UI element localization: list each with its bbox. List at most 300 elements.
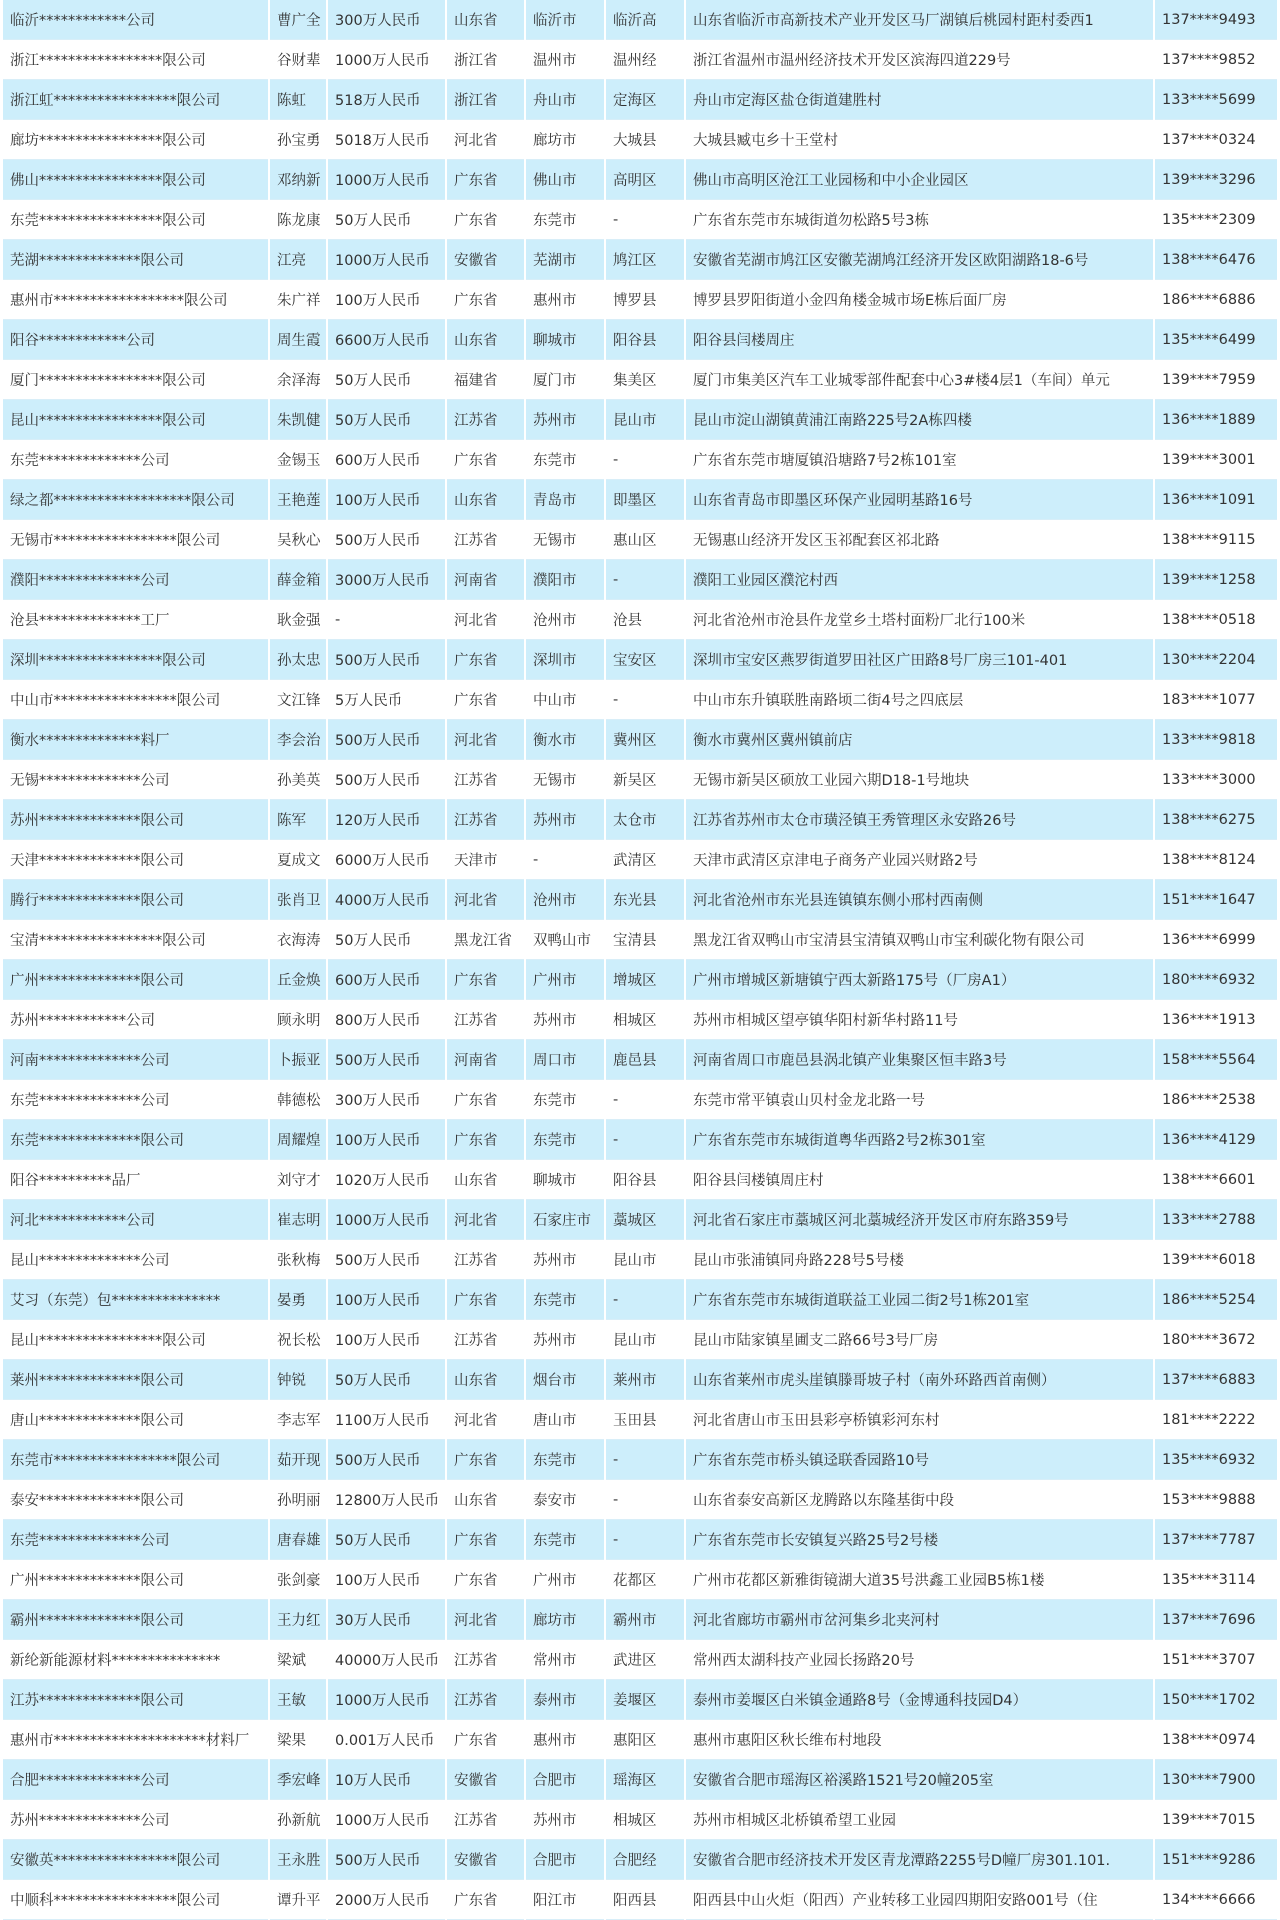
province-cell: 广东省 (446, 440, 525, 480)
legal-person-cell: 崔志明 (269, 1200, 327, 1240)
address-cell: 河北省廊坊市霸州市岔河集乡北夹河村 (685, 1600, 1154, 1640)
city-cell: 聊城市 (525, 320, 605, 360)
city-cell: 苏州市 (525, 400, 605, 440)
city-cell: 东莞市 (525, 1280, 605, 1320)
city-cell: 无锡市 (525, 520, 605, 560)
province-cell: 河南省 (446, 1040, 525, 1080)
phone-cell: 151****3707 (1154, 1640, 1277, 1680)
city-cell: 濮阳市 (525, 560, 605, 600)
province-cell: 河北省 (446, 1400, 525, 1440)
company-name-cell: 河北************公司 (3, 1200, 269, 1240)
province-cell: 广东省 (446, 200, 525, 240)
city-cell: 苏州市 (525, 1000, 605, 1040)
registered-capital-cell: 1000万人民币 (327, 160, 446, 200)
phone-cell: 137****9852 (1154, 40, 1277, 80)
address-cell: 江苏省苏州市太仓市璜泾镇王秀管理区永安路26号 (685, 800, 1154, 840)
district-cell: 博罗县 (605, 280, 685, 320)
table-row (3, 80, 1277, 120)
table-row (3, 560, 1277, 600)
table-row (3, 1720, 1277, 1760)
province-cell: 河北省 (446, 880, 525, 920)
legal-person-cell: 祝长松 (269, 1320, 327, 1360)
province-cell: 江苏省 (446, 1000, 525, 1040)
legal-person-cell: 丘金焕 (269, 960, 327, 1000)
district-cell: 高明区 (605, 160, 685, 200)
table-row (3, 1080, 1277, 1120)
district-cell: - (605, 1280, 685, 1320)
phone-cell: 139****1258 (1154, 560, 1277, 600)
address-cell: 河北省石家庄市藁城区河北藁城经济开发区市府东路359号 (685, 1200, 1154, 1240)
district-cell: 昆山市 (605, 1320, 685, 1360)
phone-cell: 151****9286 (1154, 1840, 1277, 1880)
registered-capital-cell: 50万人民币 (327, 200, 446, 240)
province-cell: 山东省 (446, 1160, 525, 1200)
city-cell: 东莞市 (525, 440, 605, 480)
legal-person-cell: 梁果 (269, 1720, 327, 1760)
city-cell: 周口市 (525, 1040, 605, 1080)
registered-capital-cell: 1000万人民币 (327, 1800, 446, 1840)
city-cell: 廊坊市 (525, 1600, 605, 1640)
address-cell: 阳西县中山火炬（阳西）产业转移工业园四期阳安路001号（住 (685, 1880, 1154, 1920)
province-cell: 江苏省 (446, 1640, 525, 1680)
table-row (3, 1440, 1277, 1480)
province-cell: 江苏省 (446, 1680, 525, 1720)
address-cell: 浙江省温州市温州经济技术开发区滨海四道229号 (685, 40, 1154, 80)
phone-cell: 181****2222 (1154, 1400, 1277, 1440)
city-cell: 东莞市 (525, 1440, 605, 1480)
phone-cell: 139****7959 (1154, 360, 1277, 400)
city-cell: 烟台市 (525, 1360, 605, 1400)
province-cell: 河北省 (446, 1200, 525, 1240)
company-name-cell: 唐山**************限公司 (3, 1400, 269, 1440)
district-cell: 鸠江区 (605, 240, 685, 280)
address-cell: 广州市花都区新雅街镜湖大道35号洪鑫工业园B5栋1楼 (685, 1560, 1154, 1600)
district-cell: 阳谷县 (605, 320, 685, 360)
company-name-cell: 东莞市*****************限公司 (3, 1440, 269, 1480)
legal-person-cell: 梁斌 (269, 1640, 327, 1680)
province-cell: 江苏省 (446, 520, 525, 560)
address-cell: 河北省唐山市玉田县彩亭桥镇彩河东村 (685, 1400, 1154, 1440)
province-cell: 安徽省 (446, 1760, 525, 1800)
district-cell: 花都区 (605, 1560, 685, 1600)
district-cell: 即墨区 (605, 480, 685, 520)
city-cell: 泰州市 (525, 1680, 605, 1720)
registered-capital-cell: 600万人民币 (327, 440, 446, 480)
province-cell: 广东省 (446, 1560, 525, 1600)
phone-cell: 133****9818 (1154, 720, 1277, 760)
registered-capital-cell: 800万人民币 (327, 1000, 446, 1040)
legal-person-cell: 顾永明 (269, 1000, 327, 1040)
company-name-cell: 宝清*****************限公司 (3, 920, 269, 960)
province-cell: 江苏省 (446, 1320, 525, 1360)
registered-capital-cell: 2000万人民币 (327, 1880, 446, 1920)
province-cell: 江苏省 (446, 760, 525, 800)
province-cell: 福建省 (446, 360, 525, 400)
legal-person-cell: 朱广祥 (269, 280, 327, 320)
table-row (3, 1360, 1277, 1400)
company-name-cell: 昆山*****************限公司 (3, 400, 269, 440)
legal-person-cell: 钟锐 (269, 1360, 327, 1400)
city-cell: 东莞市 (525, 1520, 605, 1560)
company-name-cell: 河南**************公司 (3, 1040, 269, 1080)
company-name-cell: 霸州**************限公司 (3, 1600, 269, 1640)
city-cell: 泰安市 (525, 1480, 605, 1520)
company-name-cell: 合肥**************公司 (3, 1760, 269, 1800)
legal-person-cell: 茹开现 (269, 1440, 327, 1480)
province-cell: 广东省 (446, 1080, 525, 1120)
table-row (3, 1160, 1277, 1200)
phone-cell: 133****2788 (1154, 1200, 1277, 1240)
company-name-cell: 莱州**************限公司 (3, 1360, 269, 1400)
legal-person-cell: 王力红 (269, 1600, 327, 1640)
address-cell: 广东省东莞市东城街道勿松路5号3栋 (685, 200, 1154, 240)
address-cell: 无锡惠山经济开发区玉祁配套区祁北路 (685, 520, 1154, 560)
table-row (3, 1800, 1277, 1840)
city-cell: 聊城市 (525, 1160, 605, 1200)
phone-cell: 139****7015 (1154, 1800, 1277, 1840)
legal-person-cell: 文江锋 (269, 680, 327, 720)
company-name-cell: 惠州市*********************材料厂 (3, 1720, 269, 1760)
address-cell: 昆山市陆家镇星圃支二路66号3号厂房 (685, 1320, 1154, 1360)
table-row (3, 1120, 1277, 1160)
company-name-cell: 惠州市******************限公司 (3, 280, 269, 320)
district-cell: 姜堰区 (605, 1680, 685, 1720)
phone-cell: 136****1913 (1154, 1000, 1277, 1040)
city-cell: 苏州市 (525, 1240, 605, 1280)
address-cell: 苏州市相城区北桥镇希望工业园 (685, 1800, 1154, 1840)
company-name-cell: 廊坊*****************限公司 (3, 120, 269, 160)
city-cell: 衡水市 (525, 720, 605, 760)
district-cell: 阳谷县 (605, 1160, 685, 1200)
phone-cell: 137****6883 (1154, 1360, 1277, 1400)
phone-cell: 186****2538 (1154, 1080, 1277, 1120)
address-cell: 阳谷县闫楼周庄 (685, 320, 1154, 360)
registered-capital-cell: 100万人民币 (327, 1120, 446, 1160)
legal-person-cell: 张剑豪 (269, 1560, 327, 1600)
registered-capital-cell: 50万人民币 (327, 1520, 446, 1560)
district-cell: - (605, 1080, 685, 1120)
province-cell: 山东省 (446, 0, 525, 40)
phone-cell: 138****0518 (1154, 600, 1277, 640)
legal-person-cell: 陈虹 (269, 80, 327, 120)
table-row (3, 240, 1277, 280)
city-cell: 佛山市 (525, 160, 605, 200)
registered-capital-cell: 5万人民币 (327, 680, 446, 720)
registered-capital-cell: 500万人民币 (327, 1440, 446, 1480)
company-name-cell: 东莞*****************限公司 (3, 200, 269, 240)
table-row (3, 280, 1277, 320)
table-row (3, 480, 1277, 520)
address-cell: 河北省沧州市东光县连镇镇东侧小邢村西南侧 (685, 880, 1154, 920)
table-row (3, 960, 1277, 1000)
table-row (3, 320, 1277, 360)
city-cell: 廊坊市 (525, 120, 605, 160)
address-cell: 河北省沧州市沧县仵龙堂乡土塔村面粉厂北行100米 (685, 600, 1154, 640)
city-cell: 惠州市 (525, 280, 605, 320)
company-name-cell: 苏州**************限公司 (3, 800, 269, 840)
legal-person-cell: 孙明丽 (269, 1480, 327, 1520)
address-cell: 山东省青岛市即墨区环保产业园明基路16号 (685, 480, 1154, 520)
legal-person-cell: 朱凯健 (269, 400, 327, 440)
registered-capital-cell: 50万人民币 (327, 400, 446, 440)
table-row (3, 1600, 1277, 1640)
address-cell: 广东省东莞市东城街道粤华西路2号2栋301室 (685, 1120, 1154, 1160)
address-cell: 昆山市淀山湖镇黄浦江南路225号2A栋四楼 (685, 400, 1154, 440)
phone-cell: 139****3296 (1154, 160, 1277, 200)
registered-capital-cell: 100万人民币 (327, 1280, 446, 1320)
address-cell: 天津市武清区京津电子商务产业园兴财路2号 (685, 840, 1154, 880)
legal-person-cell: 韩德松 (269, 1080, 327, 1120)
registered-capital-cell: 1000万人民币 (327, 1200, 446, 1240)
registered-capital-cell: 500万人民币 (327, 1240, 446, 1280)
legal-person-cell: 王艳莲 (269, 480, 327, 520)
phone-cell: 133****3000 (1154, 760, 1277, 800)
phone-cell: 135****6932 (1154, 1440, 1277, 1480)
address-cell: 濮阳工业园区濮沱村西 (685, 560, 1154, 600)
company-name-cell: 昆山**************公司 (3, 1240, 269, 1280)
address-cell: 广东省东莞市长安镇复兴路25号2号楼 (685, 1520, 1154, 1560)
table-row (3, 1240, 1277, 1280)
province-cell: 山东省 (446, 1360, 525, 1400)
address-cell: 广东省东莞市塘厦镇沿塘路7号2栋101室 (685, 440, 1154, 480)
city-cell: 唐山市 (525, 1400, 605, 1440)
address-cell: 苏州市相城区望亭镇华阳村新华村路11号 (685, 1000, 1154, 1040)
phone-cell: 138****6275 (1154, 800, 1277, 840)
table-row (3, 640, 1277, 680)
company-name-cell: 无锡**************公司 (3, 760, 269, 800)
company-name-cell: 绿之都*******************限公司 (3, 480, 269, 520)
legal-person-cell: 谷财辈 (269, 40, 327, 80)
company-name-cell: 深圳*****************限公司 (3, 640, 269, 680)
legal-person-cell: 晏勇 (269, 1280, 327, 1320)
registered-capital-cell: 1000万人民币 (327, 40, 446, 80)
table-row (3, 1320, 1277, 1360)
city-cell: 常州市 (525, 1640, 605, 1680)
table-row (3, 200, 1277, 240)
company-name-cell: 阳谷************公司 (3, 320, 269, 360)
district-cell: 武清区 (605, 840, 685, 880)
city-cell: 苏州市 (525, 1320, 605, 1360)
registered-capital-cell: 1020万人民币 (327, 1160, 446, 1200)
district-cell: - (605, 560, 685, 600)
province-cell: 黑龙江省 (446, 920, 525, 960)
registered-capital-cell: 100万人民币 (327, 1560, 446, 1600)
district-cell: 惠阳区 (605, 1720, 685, 1760)
legal-person-cell: 夏成文 (269, 840, 327, 880)
table-row (3, 1760, 1277, 1800)
province-cell: 广东省 (446, 1440, 525, 1480)
district-cell: - (605, 1480, 685, 1520)
district-cell: 温州经 (605, 40, 685, 80)
city-cell: 舟山市 (525, 80, 605, 120)
address-cell: 厦门市集美区汽车工业城零部件配套中心3#楼4层1（车间）单元 (685, 360, 1154, 400)
registered-capital-cell: 500万人民币 (327, 760, 446, 800)
registered-capital-cell: 100万人民币 (327, 1320, 446, 1360)
company-name-cell: 广州**************限公司 (3, 1560, 269, 1600)
district-cell: 藁城区 (605, 1200, 685, 1240)
address-cell: 安徽省合肥市经济技术开发区青龙潭路2255号D幢厂房301.101. (685, 1840, 1154, 1880)
registered-capital-cell: 50万人民币 (327, 920, 446, 960)
table-row (3, 40, 1277, 80)
district-cell: - (605, 1440, 685, 1480)
address-cell: 惠州市惠阳区秋长维布村地段 (685, 1720, 1154, 1760)
registered-capital-cell: 1100万人民币 (327, 1400, 446, 1440)
table-row (3, 1640, 1277, 1680)
district-cell: 太仓市 (605, 800, 685, 840)
district-cell: 新吴区 (605, 760, 685, 800)
legal-person-cell: 谭升平 (269, 1880, 327, 1920)
address-cell: 无锡市新吴区硕放工业园六期D18-1号地块 (685, 760, 1154, 800)
address-cell: 中山市东升镇联胜南路顷二街4号之四底层 (685, 680, 1154, 720)
phone-cell: 138****6601 (1154, 1160, 1277, 1200)
district-cell: - (605, 1520, 685, 1560)
table-row (3, 920, 1277, 960)
phone-cell: 180****6932 (1154, 960, 1277, 1000)
registered-capital-cell: 100万人民币 (327, 280, 446, 320)
phone-cell: 133****5699 (1154, 80, 1277, 120)
registered-capital-cell: 518万人民币 (327, 80, 446, 120)
company-name-cell: 浙江虹*****************限公司 (3, 80, 269, 120)
phone-cell: 134****6666 (1154, 1880, 1277, 1920)
district-cell: 昆山市 (605, 400, 685, 440)
registered-capital-cell: 6000万人民币 (327, 840, 446, 880)
city-cell: 双鸭山市 (525, 920, 605, 960)
district-cell: 东光县 (605, 880, 685, 920)
address-cell: 阳谷县闫楼镇周庄村 (685, 1160, 1154, 1200)
province-cell: 广东省 (446, 1120, 525, 1160)
company-name-cell: 佛山*****************限公司 (3, 160, 269, 200)
address-cell: 博罗县罗阳街道小金四角楼金城市场E栋后面厂房 (685, 280, 1154, 320)
province-cell: 江苏省 (446, 1800, 525, 1840)
table-row (3, 760, 1277, 800)
phone-cell: 136****1091 (1154, 480, 1277, 520)
registered-capital-cell: 3000万人民币 (327, 560, 446, 600)
district-cell: 阳西县 (605, 1880, 685, 1920)
address-cell: 安徽省芜湖市鸠江区安徽芜湖鸠江经济开发区欧阳湖路18-6号 (685, 240, 1154, 280)
province-cell: 河北省 (446, 120, 525, 160)
province-cell: 河北省 (446, 1600, 525, 1640)
company-name-cell: 东莞**************限公司 (3, 1120, 269, 1160)
city-cell: 沧州市 (525, 880, 605, 920)
table-row (3, 400, 1277, 440)
province-cell: 广东省 (446, 1520, 525, 1560)
phone-cell: 151****1647 (1154, 880, 1277, 920)
registered-capital-cell: 500万人民币 (327, 1040, 446, 1080)
table-row (3, 880, 1277, 920)
table-row (3, 160, 1277, 200)
province-cell: 浙江省 (446, 40, 525, 80)
address-cell: 舟山市定海区盐仓街道建胜村 (685, 80, 1154, 120)
legal-person-cell: 唐春雄 (269, 1520, 327, 1560)
table-row (3, 720, 1277, 760)
registered-capital-cell: 500万人民币 (327, 720, 446, 760)
company-name-cell: 广州**************限公司 (3, 960, 269, 1000)
company-name-cell: 天津**************限公司 (3, 840, 269, 880)
city-cell: 合肥市 (525, 1760, 605, 1800)
address-cell: 佛山市高明区沧江工业园杨和中小企业园区 (685, 160, 1154, 200)
legal-person-cell: 耿金强 (269, 600, 327, 640)
city-cell: 阳江市 (525, 1880, 605, 1920)
phone-cell: 158****5564 (1154, 1040, 1277, 1080)
table-row (3, 600, 1277, 640)
registered-capital-cell: 500万人民币 (327, 520, 446, 560)
phone-cell: 180****3672 (1154, 1320, 1277, 1360)
province-cell: 江苏省 (446, 1240, 525, 1280)
address-cell: 泰州市姜堰区白米镇金通路8号（金博通科技园D4） (685, 1680, 1154, 1720)
registered-capital-cell: 120万人民币 (327, 800, 446, 840)
province-cell: 江苏省 (446, 800, 525, 840)
district-cell: 定海区 (605, 80, 685, 120)
province-cell: 广东省 (446, 160, 525, 200)
table-row (3, 360, 1277, 400)
phone-cell: 150****1702 (1154, 1680, 1277, 1720)
table-row (3, 1400, 1277, 1440)
company-name-cell: 东莞**************公司 (3, 440, 269, 480)
province-cell: 河北省 (446, 600, 525, 640)
table-row (3, 520, 1277, 560)
registered-capital-cell: 10万人民币 (327, 1760, 446, 1800)
company-name-cell: 艾习（东莞）包*************** (3, 1280, 269, 1320)
phone-cell: 138****0974 (1154, 1720, 1277, 1760)
address-cell: 黑龙江省双鸭山市宝清县宝清镇双鸭山市宝利碳化物有限公司 (685, 920, 1154, 960)
province-cell: 广东省 (446, 1280, 525, 1320)
legal-person-cell: 衣海涛 (269, 920, 327, 960)
company-name-cell: 昆山*****************限公司 (3, 1320, 269, 1360)
company-name-cell: 中顺科*****************限公司 (3, 1880, 269, 1920)
address-cell: 山东省泰安高新区龙腾路以东隆基街中段 (685, 1480, 1154, 1520)
legal-person-cell: 王敏 (269, 1680, 327, 1720)
province-cell: 山东省 (446, 1480, 525, 1520)
city-cell: 合肥市 (525, 1840, 605, 1880)
legal-person-cell: 孙宝勇 (269, 120, 327, 160)
legal-person-cell: 张秋梅 (269, 1240, 327, 1280)
company-name-cell: 东莞**************公司 (3, 1080, 269, 1120)
table-row (3, 1840, 1277, 1880)
company-table (3, 0, 1277, 1920)
district-cell: - (605, 200, 685, 240)
city-cell: 惠州市 (525, 1720, 605, 1760)
city-cell: 沧州市 (525, 600, 605, 640)
phone-cell: 136****1889 (1154, 400, 1277, 440)
city-cell: - (525, 840, 605, 880)
phone-cell: 136****4129 (1154, 1120, 1277, 1160)
province-cell: 广东省 (446, 640, 525, 680)
city-cell: 苏州市 (525, 1800, 605, 1840)
legal-person-cell: 薛金箱 (269, 560, 327, 600)
province-cell: 广东省 (446, 680, 525, 720)
phone-cell: 137****9493 (1154, 0, 1277, 40)
phone-cell: 138****8124 (1154, 840, 1277, 880)
district-cell: 莱州市 (605, 1360, 685, 1400)
province-cell: 浙江省 (446, 80, 525, 120)
legal-person-cell: 李会治 (269, 720, 327, 760)
province-cell: 安徽省 (446, 1840, 525, 1880)
phone-cell: 183****1077 (1154, 680, 1277, 720)
phone-cell: 137****7787 (1154, 1520, 1277, 1560)
registered-capital-cell: 12800万人民币 (327, 1480, 446, 1520)
phone-cell: 135****2309 (1154, 200, 1277, 240)
legal-person-cell: 王永胜 (269, 1840, 327, 1880)
registered-capital-cell: 100万人民币 (327, 480, 446, 520)
company-name-cell: 阳谷**********品厂 (3, 1160, 269, 1200)
table-row (3, 1680, 1277, 1720)
city-cell: 东莞市 (525, 1080, 605, 1120)
company-name-cell: 濮阳**************公司 (3, 560, 269, 600)
city-cell: 芜湖市 (525, 240, 605, 280)
legal-person-cell: 陈军 (269, 800, 327, 840)
district-cell: 玉田县 (605, 1400, 685, 1440)
company-name-cell: 苏州**************公司 (3, 1800, 269, 1840)
